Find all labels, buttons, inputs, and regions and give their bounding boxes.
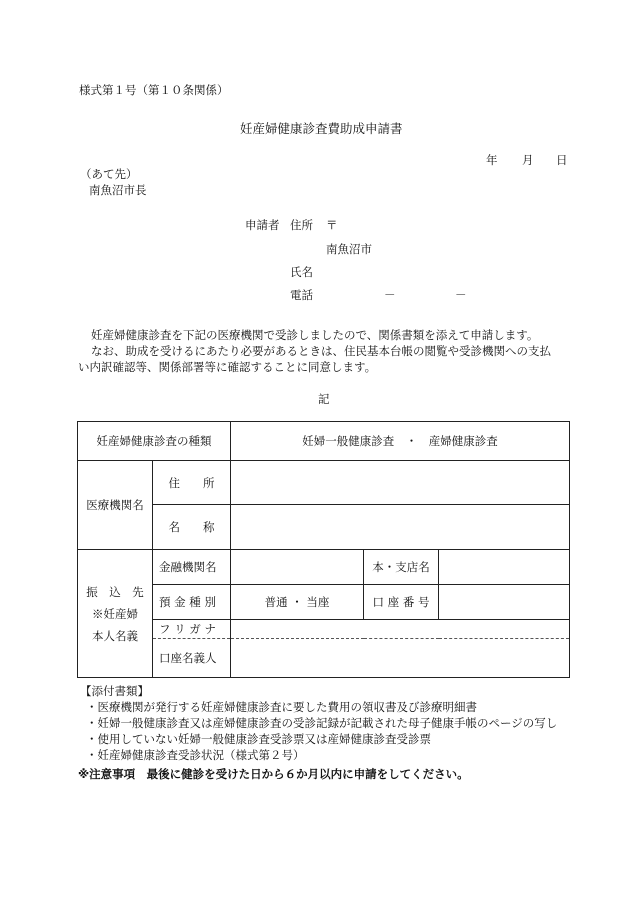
account-number-label: 口 座 番 号 (364, 585, 439, 620)
list-item: ・妊婦一般健康診査又は産婦健康診査の受診記録が記載された母子健康手帳のページの写し (86, 716, 558, 730)
exam-type-value[interactable]: 妊婦一般健康診査 ・ 産婦健康診査 (231, 422, 570, 461)
account-holder-field[interactable] (231, 639, 570, 678)
applicant-phone-label: 電話 (290, 288, 313, 302)
transfer-note: ※妊産婦 (92, 606, 138, 621)
institution-address-label: 住 所 (153, 461, 231, 505)
applicant-city: 南魚沼市 (326, 242, 372, 256)
notice: ※注意事項 最後に健診を受けた日から６か月以内に申請をしてください。 (78, 767, 469, 781)
institution-label: 医療機関名 (78, 461, 153, 550)
form-number: 様式第１号（第１０条関係） (79, 83, 229, 97)
institution-name-field[interactable] (231, 505, 570, 550)
attachments-list (86, 699, 557, 763)
account-holder-label: 口座名義人 (153, 639, 231, 678)
addressee-name: 南魚沼市長 (89, 183, 147, 197)
bank-label: 金融機関名 (153, 550, 231, 585)
ki-heading: 記 (318, 392, 330, 406)
furigana-field[interactable] (231, 620, 570, 639)
body-paragraph: 妊産婦健康診査を下記の医療機関で受診しましたので、関係書類を添えて申請します。 (91, 328, 539, 342)
body-paragraph: い内訳確認等、関係部署等に確認することに同意します。 (78, 360, 377, 374)
body-paragraph: なお、助成を受けるにあたり必要があるときは、住民基本台帳の閲覧や受診機関への支払 (91, 344, 551, 358)
institution-address-field[interactable] (231, 461, 570, 505)
date-year: 年 (486, 153, 498, 167)
attachments-heading: 【添付書類】 (80, 684, 149, 698)
date-month: 月 (522, 153, 534, 167)
list-item: ・使用していない妊婦一般健康診査受診票又は産婦健康診査受診票 (86, 732, 431, 746)
date-day: 日 (556, 153, 568, 167)
branch-field[interactable] (439, 550, 570, 585)
transfer-label: 振 込 先 (86, 584, 144, 599)
applicant-address-label: 住所 (290, 218, 313, 232)
postal-mark: 〒 (326, 218, 338, 232)
deposit-type-label: 預 金 種 別 (153, 585, 231, 620)
bank-name-field[interactable] (231, 550, 364, 585)
account-number-field[interactable] (439, 585, 570, 620)
applicant-name-label: 氏名 (290, 265, 313, 279)
page-title: 妊産婦健康診査費助成申請書 (240, 121, 403, 136)
institution-name-label: 名 称 (153, 505, 231, 550)
phone-separator: － (384, 288, 396, 302)
furigana-label: フ リ ガ ナ (153, 620, 231, 639)
application-table (77, 421, 570, 678)
addressee-label: （あて先） (80, 167, 138, 181)
branch-label: 本・支店名 (364, 550, 439, 585)
transfer-note: 本人名義 (92, 628, 138, 643)
list-item: ・医療機関が発行する妊産婦健康診査に要した費用の領収書及び診療明細書 (86, 700, 477, 714)
exam-type-label: 妊産婦健康診査の種類 (78, 422, 231, 461)
phone-separator: － (455, 288, 467, 302)
list-item: ・妊産婦健康診査受診状況（様式第２号） (86, 748, 305, 762)
transfer-label-cell (78, 550, 153, 678)
applicant-label: 申請者 (245, 218, 280, 232)
deposit-type-value[interactable]: 普通 ・ 当座 (231, 585, 364, 620)
